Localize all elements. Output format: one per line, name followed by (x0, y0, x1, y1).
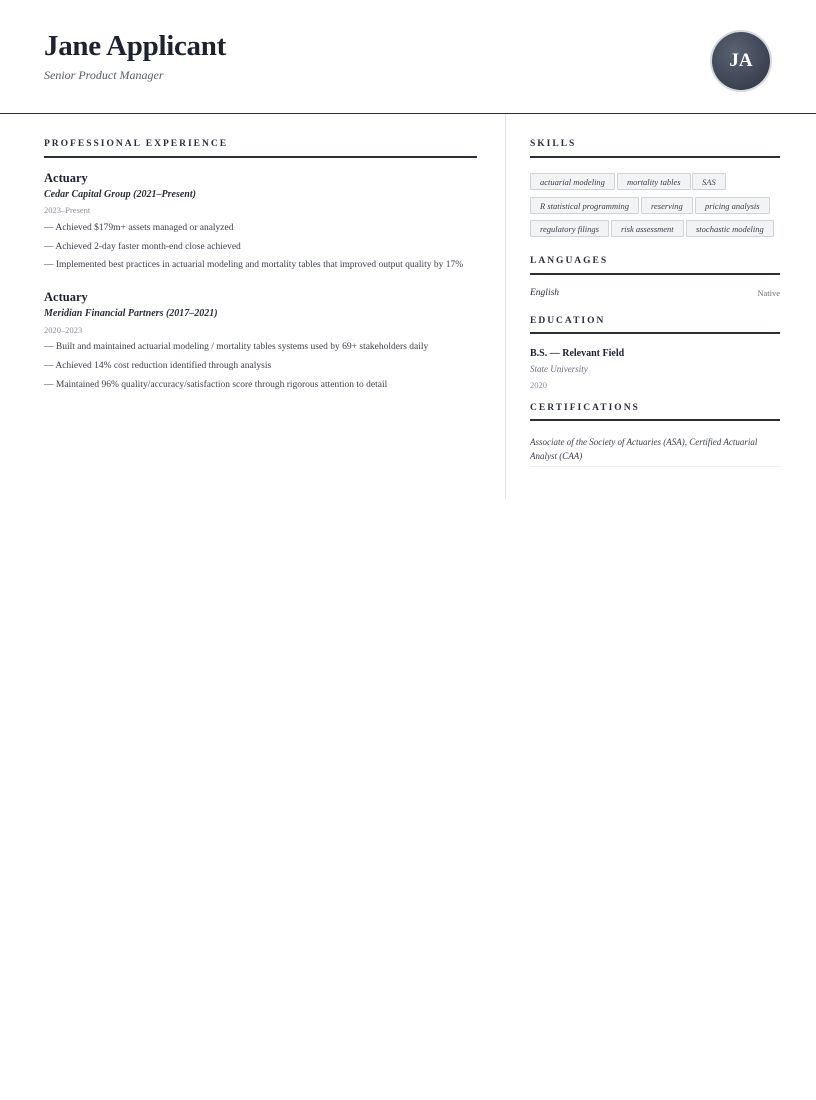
languages-section-title: LANGUAGES (530, 256, 609, 266)
skill-chip: R statistical programming (530, 197, 639, 214)
skill-chip: stochastic modeling (686, 220, 774, 237)
certifications-divider (530, 466, 780, 467)
job-title: Actuary (44, 290, 88, 304)
job-title: Actuary (44, 171, 88, 185)
column-divider (505, 114, 506, 499)
avatar: JA (712, 32, 770, 90)
job-bullet: — Achieved 14% cost reduction identified through analysis (44, 361, 272, 371)
certifications-section-title: CERTIFICATIONS (530, 403, 640, 413)
experience-rule (44, 156, 477, 158)
job-bullet: — Maintained 96% quality/accuracy/satisfaction score through rigorous attention to detail (44, 380, 388, 390)
skills-section-title: SKILLS (530, 139, 577, 149)
job-company: Cedar Capital Group (2021–Present) (44, 189, 196, 200)
job-bullet: — Implemented best practices in actuarial modeling and mortality tables that improved output quality by 17% (44, 260, 464, 270)
skills-rule (530, 156, 780, 158)
skill-chip: actuarial modeling (530, 173, 615, 190)
skill-chip: SAS (692, 173, 726, 190)
certifications-rule (530, 419, 780, 421)
applicant-name: Jane Applicant (44, 30, 226, 62)
education-degree: B.S. — Relevant Field (530, 348, 625, 359)
job-bullet: — Achieved $179m+ assets managed or analyzed (44, 223, 234, 233)
applicant-title: Senior Product Manager (44, 68, 164, 82)
job-dates: 2023–Present (44, 205, 91, 215)
job-company: Meridian Financial Partners (2017–2021) (44, 308, 218, 319)
resume-header (0, 0, 816, 114)
skill-chip: reserving (641, 197, 693, 214)
certifications-text: Associate of the Society of Actuaries (ASA), Certified Actuarial Analyst (CAA) (530, 437, 758, 461)
language-name: English (530, 288, 560, 298)
education-school: State University (530, 364, 588, 374)
language-level: Native (757, 288, 780, 298)
skill-chip: mortality tables (617, 173, 691, 190)
languages-rule (530, 273, 780, 275)
job-bullet: — Achieved 2-day faster month-end close achieved (44, 242, 241, 252)
experience-section-title: PROFESSIONAL EXPERIENCE (44, 139, 229, 149)
job-bullet: — Built and maintained actuarial modeling / mortality tables systems used by 69+ stakeholders daily (44, 342, 429, 352)
skill-chip: risk assessment (611, 220, 684, 237)
education-year: 2020 (530, 380, 547, 390)
job-dates: 2020–2023 (44, 325, 83, 335)
skill-chip: regulatory filings (530, 220, 609, 237)
skill-chip: pricing analysis (695, 197, 770, 214)
education-section-title: EDUCATION (530, 316, 606, 326)
education-rule (530, 332, 780, 334)
